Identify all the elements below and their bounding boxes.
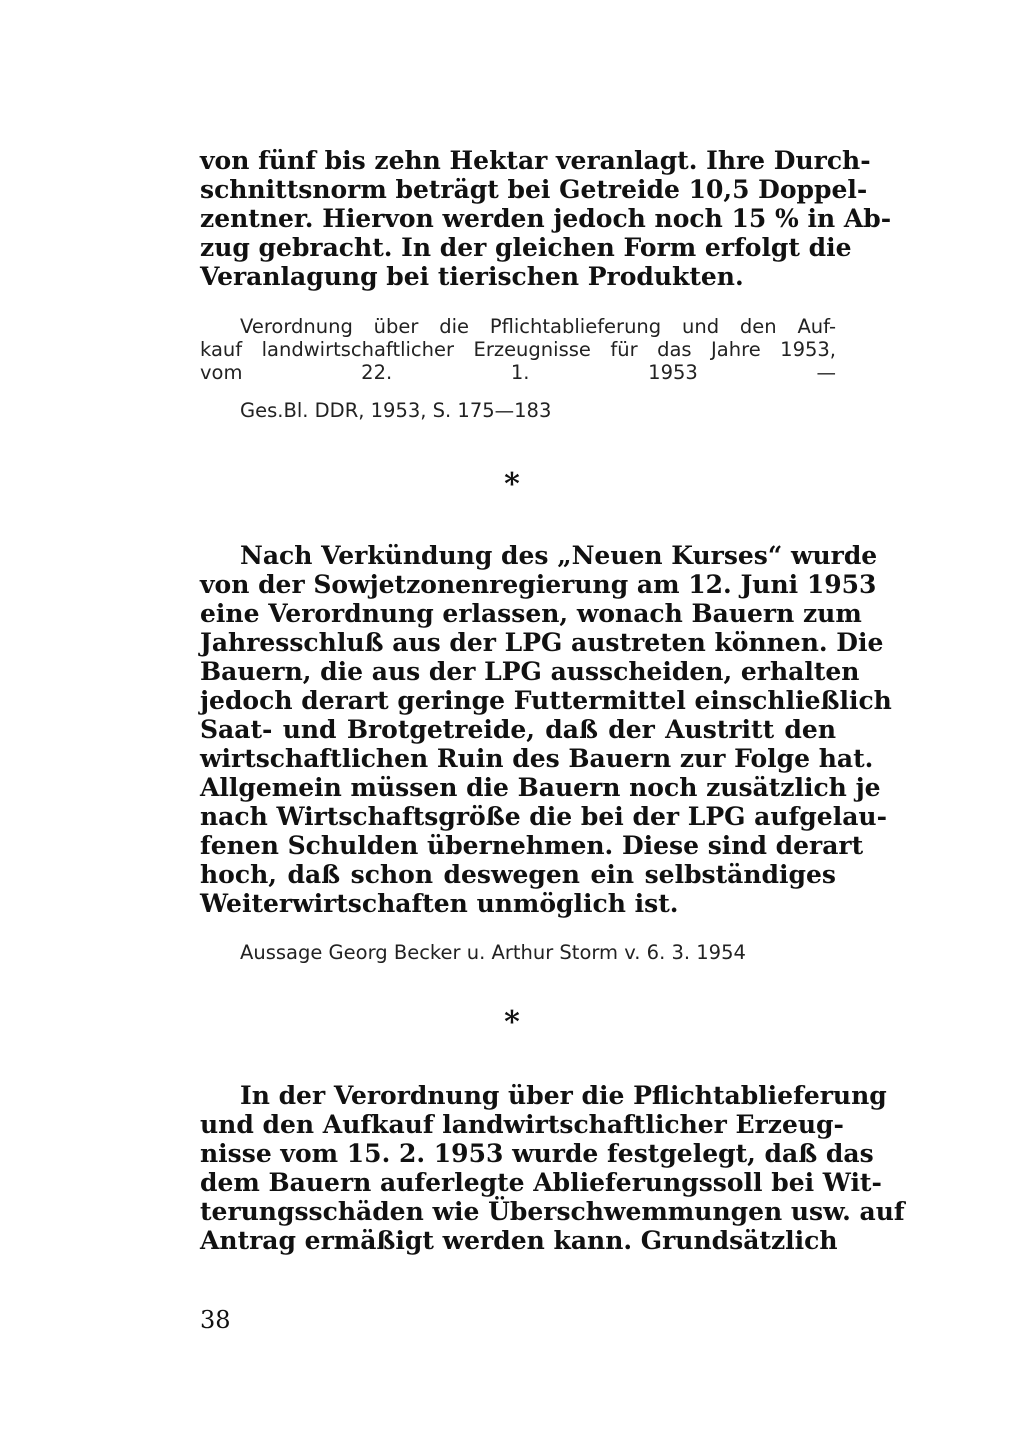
paragraph-2-line: Nach Verkündung des „Neuen Kurses“ wurde <box>240 541 878 570</box>
paragraph-3 <box>200 1081 905 1255</box>
paragraph-3-line: terungsschäden wie Überschwemmungen usw. auf <box>200 1197 905 1226</box>
paragraph-2-line: von der Sowjetzonenregierung am 12. Juni 1953 <box>200 570 877 599</box>
source-1-line: Verordnung über die Pflichtablieferung und den Auf- <box>240 315 836 338</box>
paragraph-3-line: dem Bauern auferlegte Ablieferungssoll bei Wit- <box>200 1168 882 1197</box>
paragraph-2-line: wirtschaftlichen Ruin des Bauern zur Folge hat. <box>200 744 874 773</box>
page-number: 38 <box>200 1306 231 1334</box>
source-reference-1: Ges.Bl. DDR, 1953, S. 175—183 <box>240 399 552 422</box>
paragraph-2-line: Weiterwirtschaften unmöglich ist. <box>200 889 679 918</box>
paragraph-1 <box>200 146 892 291</box>
paragraph-3-line: nisse vom 15. 2. 1953 wurde festgelegt, daß das <box>200 1139 874 1168</box>
paragraph-2-line: Saat- und Brotgetreide, daß der Austritt den <box>200 715 836 744</box>
paragraph-3-line: Antrag ermäßigt werden kann. Grundsätzlich <box>200 1226 838 1255</box>
section-separator-1: * <box>504 467 520 502</box>
paragraph-1-line: Veranlagung bei tierischen Produkten. <box>200 262 744 291</box>
paragraph-3-line: und den Aufkauf landwirtschaftlicher Erzeug- <box>200 1110 844 1139</box>
paragraph-2-line: eine Verordnung erlassen, wonach Bauern zum <box>200 599 862 628</box>
paragraph-2-line: hoch, daß schon deswegen ein selbständiges <box>200 860 836 889</box>
paragraph-2-line: Bauern, die aus der LPG ausscheiden, erhalten <box>200 657 860 686</box>
paragraph-1-line: zug gebracht. In der gleichen Form erfolgt die <box>200 233 852 262</box>
source-citation-1 <box>200 315 836 384</box>
paragraph-3-line: In der Verordnung über die Pflichtablieferung <box>240 1081 887 1110</box>
paragraph-2-line: Allgemein müssen die Bauern noch zusätzlich je <box>200 773 881 802</box>
section-separator-2: * <box>504 1005 520 1040</box>
source-1-line: vom 22. 1. 1953 — <box>200 361 836 384</box>
source-citation-2: Aussage Georg Becker u. Arthur Storm v. 6. 3. 1954 <box>240 941 746 964</box>
paragraph-2-line: nach Wirtschaftsgröße die bei der LPG aufgelau- <box>200 802 887 831</box>
paragraph-1-line: von fünf bis zehn Hektar veranlagt. Ihre Durch- <box>200 146 871 175</box>
paragraph-2-line: jedoch derart geringe Futtermittel einschließlich <box>200 686 892 715</box>
paragraph-2-line: fenen Schulden übernehmen. Diese sind derart <box>200 831 864 860</box>
source-1-line: kauf landwirtschaftlicher Erzeugnisse für das Jahre 1953, <box>200 338 836 361</box>
paragraph-2-line: Jahresschluß aus der LPG austreten können. Die <box>200 628 884 657</box>
paragraph-1-line: schnittsnorm beträgt bei Getreide 10,5 Doppel- <box>200 175 868 204</box>
paragraph-2 <box>200 541 892 918</box>
paragraph-1-line: zentner. Hiervon werden jedoch noch 15 % in Ab- <box>200 204 892 233</box>
